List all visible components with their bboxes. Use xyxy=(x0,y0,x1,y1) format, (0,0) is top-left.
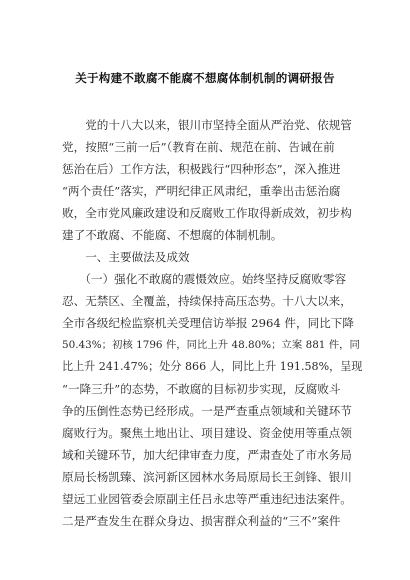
paragraph-line: 域和关键环节，加大纪律审查力度，严肃查处了市水务局 xyxy=(62,448,352,462)
document-title: 关于构建不敢腐不能腐不想腐体制机制的调研报告 xyxy=(75,71,335,85)
paragraph-line: 败，全市党风廉政建设和反腐败工作取得新成效，初步构 xyxy=(62,206,352,220)
paragraph-line: “两个责任”落实，严明纪律正风肃纪，重拳出击惩治腐 xyxy=(62,184,341,198)
section-heading: 一、主要做法及成效 xyxy=(62,250,190,264)
paragraph-line: 原局长杨凯臻、滨河新区园林水务局原局长王剑锋、银川 xyxy=(62,470,352,484)
paragraph-line: 50.43%；初核 1796 件，同比上升 48.80%；立案 881 件，同 xyxy=(62,339,360,351)
paragraph-line: 惩治在后）工作方法，积极践行“四种形态”，深入推进 xyxy=(62,162,341,176)
paragraph-line: 建了不敢腐、不能腐、不想腐的体制机制。 xyxy=(62,228,283,242)
paragraph-line: 全市各级纪检监察机关受理信访举报 2964 件，同比下降 xyxy=(62,316,354,330)
paragraph-line: 望远工业园管委会原副主任吕永忠等严重违纪违法案件。 xyxy=(62,492,352,506)
paragraph-line: 党的十八大以来，银川市坚持全面从严治党、依规管 xyxy=(62,118,352,132)
paragraph-line: 二是严查发生在群众身边、损害群众利益的“三不”案件 xyxy=(62,514,341,528)
paragraph-line: 忍、无禁区、全覆盖，持续保持高压态势。十八大以来， xyxy=(62,294,352,308)
paragraph-line: 比上升 241.47%；处分 866 人，同比上升 191.58%，呈现 xyxy=(62,360,363,373)
paragraph-line: 腐败行为。聚焦土地出让、项目建设、资金使用等重点领 xyxy=(62,426,352,440)
paragraph-line: （一）强化不敢腐的震慑效应。始终坚持反腐败零容 xyxy=(62,272,347,286)
paragraph-line: 党，按照“三前一后”（教育在前、规范在前、告诫在前 xyxy=(62,140,335,154)
paragraph-line: 争的压倒性态势已经形成。一是严查重点领域和关键环节 xyxy=(62,404,352,418)
paragraph-line: “一降三升”的态势，不敢腐的目标初步实现，反腐败斗 xyxy=(62,382,341,396)
